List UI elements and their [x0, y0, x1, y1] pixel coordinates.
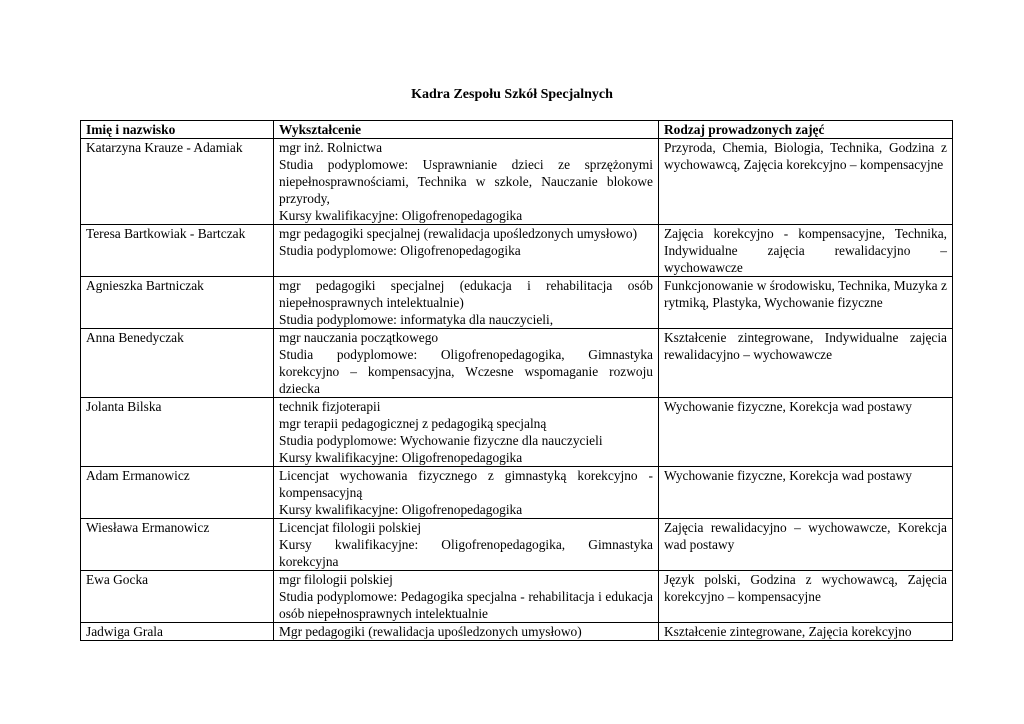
education-line: Studia podyplomowe: Wychowanie fizyczne dla nauczycieli — [279, 433, 603, 448]
cell-classes — [659, 571, 953, 623]
cell-classes — [659, 139, 953, 225]
cell-education — [274, 467, 659, 519]
education-line: mgr pedagogiki specjalnej (rewalidacja upośledzonych umysłowo) — [279, 226, 638, 241]
table-row — [81, 571, 953, 623]
education-line: Licencjat filologii polskiej — [279, 520, 422, 535]
cell-education — [274, 277, 659, 329]
classes-text: Kształcenie zintegrowane, Zajęcia korekcyjno — [664, 624, 912, 639]
cell-education — [274, 225, 659, 277]
education-line: technik fizjoterapii — [279, 399, 381, 414]
classes-text: Wychowanie fizyczne, Korekcja wad postawy — [664, 468, 912, 483]
cell-education — [274, 519, 659, 571]
table-row — [81, 225, 953, 277]
education-line: Kursy kwalifikacyjne: Oligofrenopedagogika — [279, 208, 523, 223]
education-line: Kursy kwalifikacyjne: Oligofrenopedagogika, Gimnastyka korekcyjna — [279, 537, 653, 569]
table-row — [81, 519, 953, 571]
cell-name: Jadwiga Grala — [81, 623, 274, 641]
classes-text: Zajęcia rewalidacyjno – wychowawcze, Korekcja wad postawy — [664, 520, 947, 552]
classes-text: Funkcjonowanie w środowisku, Technika, Muzyka z rytmiką, Plastyka, Wychowanie fizyczne — [664, 278, 947, 310]
cell-education — [274, 329, 659, 398]
staff-table — [80, 120, 953, 641]
cell-classes — [659, 225, 953, 277]
education-line: Studia podyplomowe: informatyka dla nauczycieli, — [279, 312, 554, 327]
table-row — [81, 623, 953, 641]
cell-name: Katarzyna Krauze - Adamiak — [81, 139, 274, 225]
cell-name: Adam Ermanowicz — [81, 467, 274, 519]
cell-education — [274, 623, 659, 641]
cell-classes — [659, 329, 953, 398]
education-line: Studia podyplomowe: Pedagogika specjalna - rehabilitacja i edukacja osób niepełnosprawnych intelektualnie — [279, 589, 653, 621]
cell-classes — [659, 467, 953, 519]
education-line: mgr terapii pedagogicznej z pedagogiką specjalną — [279, 416, 547, 431]
cell-education — [274, 398, 659, 467]
cell-name: Jolanta Bilska — [81, 398, 274, 467]
page-title: Kadra Zespołu Szkół Specjalnych — [411, 87, 613, 102]
table-header-row — [81, 121, 953, 139]
education-line: Kursy kwalifikacyjne: Oligofrenopedagogika — [279, 450, 523, 465]
cell-classes — [659, 277, 953, 329]
cell-classes — [659, 519, 953, 571]
classes-text: Przyroda, Chemia, Biologia, Technika, Godzina z wychowawcą, Zajęcia korekcyjno – kompensacyjne — [664, 140, 947, 172]
cell-classes — [659, 623, 953, 641]
cell-name: Agnieszka Bartniczak — [81, 277, 274, 329]
table-row — [81, 398, 953, 467]
cell-name: Ewa Gocka — [81, 571, 274, 623]
column-header-classes: Rodzaj prowadzonych zajęć — [659, 121, 953, 139]
education-line: mgr pedagogiki specjalnej (edukacja i rehabilitacja osób niepełnosprawnych intelektualnie) — [279, 278, 653, 310]
classes-text: Język polski, Godzina z wychowawcą, Zajęcia korekcyjno – kompensacyjne — [664, 572, 947, 604]
table-row — [81, 277, 953, 329]
cell-education — [274, 571, 659, 623]
classes-text: Kształcenie zintegrowane, Indywidualne zajęcia rewalidacyjno – wychowawcze — [664, 330, 947, 362]
table-row — [81, 329, 953, 398]
table-row — [81, 467, 953, 519]
cell-name: Teresa Bartkowiak - Bartczak — [81, 225, 274, 277]
education-line: mgr nauczania początkowego — [279, 330, 439, 345]
education-line: mgr inż. Rolnictwa — [279, 140, 383, 155]
cell-name: Wiesława Ermanowicz — [81, 519, 274, 571]
column-header-name: Imię i nazwisko — [81, 121, 274, 139]
cell-education — [274, 139, 659, 225]
education-line: mgr filologii polskiej — [279, 572, 393, 587]
education-line: Studia podyplomowe: Oligofrenopedagogika, Gimnastyka korekcyjno – kompensacyjna, Wczesne wspomaganie rozwoju dziecka — [279, 347, 653, 396]
classes-text: Wychowanie fizyczne, Korekcja wad postawy — [664, 399, 912, 414]
column-header-education: Wykształcenie — [274, 121, 659, 139]
education-line: Licencjat wychowania fizycznego z gimnastyką korekcyjno - kompensacyjną — [279, 468, 653, 500]
education-line: Kursy kwalifikacyjne: Oligofrenopedagogika — [279, 502, 523, 517]
education-line: Studia podyplomowe: Oligofrenopedagogika — [279, 243, 521, 258]
cell-classes — [659, 398, 953, 467]
classes-text: Zajęcia korekcyjno - kompensacyjne, Technika, Indywidualne zajęcia rewalidacyjno – wychowawcze — [664, 226, 947, 275]
table-row — [81, 139, 953, 225]
education-line: Studia podyplomowe: Usprawnianie dzieci ze sprzężonymi niepełnosprawnościami, Technika w szkole, Nauczanie blokowe przyrody, — [279, 157, 653, 206]
cell-name: Anna Benedyczak — [81, 329, 274, 398]
education-line: Mgr pedagogiki (rewalidacja upośledzonych umysłowo) — [279, 624, 582, 639]
